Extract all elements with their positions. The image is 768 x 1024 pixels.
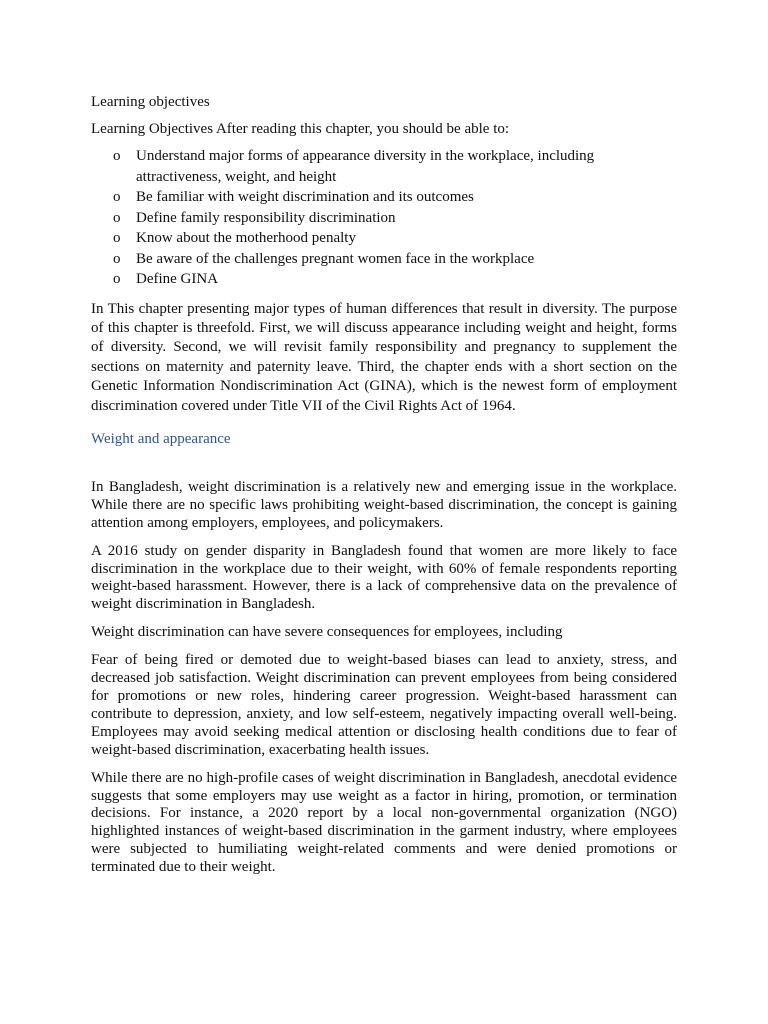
list-item-text: Define family responsibility discrimination <box>136 209 396 226</box>
bullet-icon: o <box>113 189 121 205</box>
body-paragraph: Weight discrimination can have severe consequences for employees, including <box>91 624 563 641</box>
page-heading: Learning objectives <box>91 94 210 110</box>
list-item-text: Know about the motherhood penalty <box>136 230 356 246</box>
bullet-icon: o <box>113 148 121 164</box>
bullet-icon: o <box>113 250 121 267</box>
list-item-text: Be familiar with weight discrimination and its outcomes <box>136 189 474 205</box>
list-item <box>91 208 677 229</box>
section-heading: Weight and appearance <box>91 430 231 447</box>
list-item <box>91 249 677 270</box>
bullet-icon: o <box>113 209 121 226</box>
bullet-icon: o <box>113 271 121 287</box>
list-item-text: Define GINA <box>136 271 219 287</box>
objectives-intro: Learning Objectives After reading this chapter, you should be able to: <box>91 121 510 137</box>
chapter-overview-paragraph: In This chapter presenting major types of human differences that result in diversity. The purpose of this chapter is threefold. First, we will discuss appearance including weight and height, forms of diversity. Second, we will revisit family responsibility and pregnancy to supplement the sections on maternity and paternity leave. Third, the chapter ends with a short section on the Genetic Information Nondiscrimination Act (GINA), which is the newest form of employment discrimination covered under Title VII of the Civil Rights Act of 1964. <box>91 300 677 414</box>
body-paragraph: While there are no high-profile cases of weight discrimination in Bangladesh, anecdotal evidence suggests that some employers may use weight as a factor in hiring, promotion, or termination decisions. For instance, a 2020 report by a local non-governmental organization (NGO) highlighted instances of weight-based discrimination in the garment industry, where employees were subjected to humiliating weight-related comments and were denied promotions or terminated due to their weight. <box>91 769 677 876</box>
body-paragraph: In Bangladesh, weight discrimination is a relatively new and emerging issue in the workplace. While there are no specific laws prohibiting weight-based discrimination, the concept is gaining attention among employers, employees, and policymakers. <box>91 478 677 531</box>
objectives-list <box>91 146 677 290</box>
body-paragraph: A 2016 study on gender disparity in Bangladesh found that women are more likely to face discrimination in the workplace due to their weight, with 60% of female respondents reporting weight-based harassment. However, there is a lack of comprehensive data on the prevalence of weight discrimination in Bangladesh. <box>91 542 677 613</box>
list-item <box>91 269 677 290</box>
list-item <box>91 228 677 249</box>
document-page <box>91 93 677 887</box>
list-item <box>91 146 677 187</box>
list-item-text: Understand major forms of appearance diversity in the workplace, including attractiveness, weight, and height <box>136 148 595 185</box>
body-paragraph: Fear of being fired or demoted due to weight-based biases can lead to anxiety, stress, and decreased job satisfaction. Weight discrimination can prevent employees from being considered for promotions or new roles, hindering career progression. Weight-based harassment can contribute to depression, anxiety, and low self-esteem, negatively impacting overall well-being. Employees may avoid seeking medical attention or disclosing health conditions due to fear of weight-based discrimination, exacerbating health issues. <box>91 652 677 758</box>
bullet-icon: o <box>113 230 121 246</box>
list-item <box>91 187 677 208</box>
list-item-text: Be aware of the challenges pregnant women face in the workplace <box>136 250 535 267</box>
